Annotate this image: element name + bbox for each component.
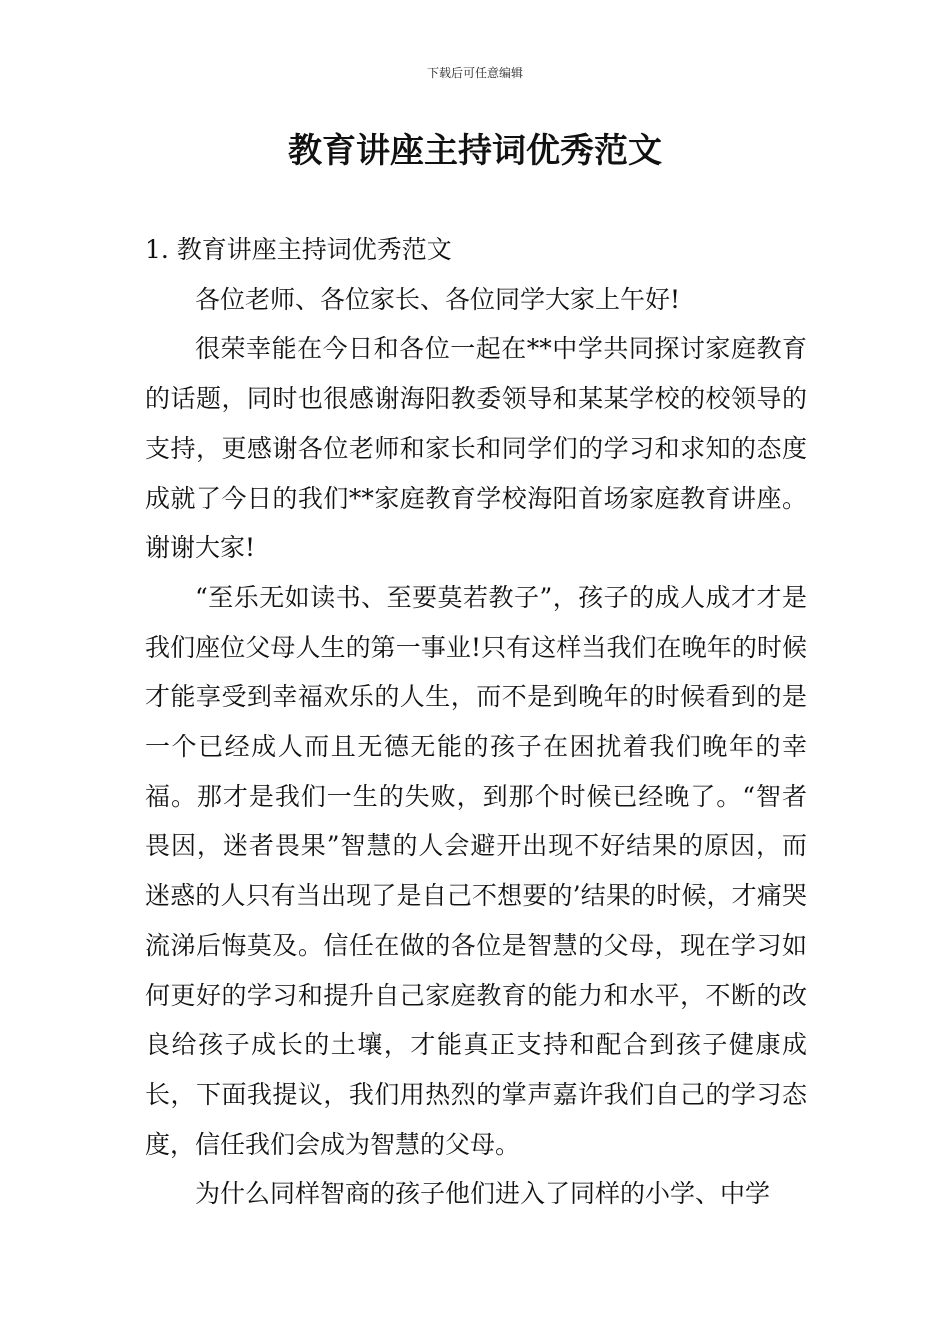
header-note: 下载后可任意编辑: [426, 66, 523, 80]
paragraph-education-importance: “至乐无如读书、至要莫若教子”，孩子的成人成才才是我们座位父母人生的第一事业!只有这样当我们在晚年的时候才能享受到幸福欢乐的人生，而不是到晚年的时候看到的是一个已经成人而且无德无能的孩子在困扰着我们晚年的幸福。那才是我们一生的失败，到那个时候已经晚了。“智者畏因，迷者畏果”智慧的人会避开出现不好结果的原因，而迷惑的人只有当出现了是自己不想要的’结果的时候，才痛哭流涕后悔莫及。信任在做的各位是智慧的父母，现在学习如何更好的学习和提升自己家庭教育的能力和水平，不断的改良给孩子成长的土壤，才能真正支持和配合到孩子健康成长，下面我提议，我们用热烈的掌声嘉许我们自己的学习态度，信任我们会成为智慧的父母。: [145, 582, 807, 1159]
document-title: 教育讲座主持词优秀范文: [288, 131, 662, 171]
paragraph-question: 为什么同样智商的孩子他们进入了同样的小学、中学: [195, 1179, 771, 1209]
section-heading: 1. 教育讲座主持词优秀范文: [145, 235, 452, 264]
document-body: [145, 225, 807, 1219]
paragraph-thanks: 很荣幸能在今日和各位一起在**中学共同探讨家庭教育的话题，同时也很感谢海阳教委领导和某某学校的校领导的支持，更感谢各位老师和家长和同学们的学习和求知的态度成就了今日的我们**家庭教育学校海阳首场家庭教育讲座。谢谢大家!: [145, 334, 807, 563]
paragraph-greeting: 各位老师、各位家长、各位同学大家上午好!: [195, 284, 681, 314]
